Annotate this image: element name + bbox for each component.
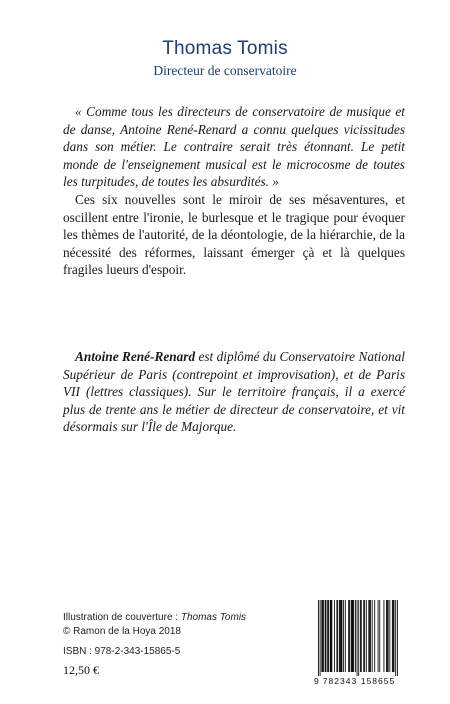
barcode-bar: [320, 600, 321, 676]
barcode-bar: [331, 600, 332, 672]
barcode: [310, 598, 402, 686]
author-bio-text: est diplômé du Conservatoire National Supérieur de Paris (contrepoint et improvisation), et de Paris VII (lettres classiques). Sur le territoire français, il a exercé plus de trente ans le métier de directeur de conservatoire, et vit désormais sur l'Île de Majorque.: [63, 349, 405, 435]
barcode-bar: [341, 600, 342, 672]
barcode-bar: [321, 600, 322, 672]
barcode-bar: [352, 600, 353, 672]
barcode-bar: [327, 600, 328, 672]
blurb-description: Ces six nouvelles sont le miroir de ses mésaventures, et oscillent entre l'ironie, le burlesque et le tragique pour évoquer les thèmes de l'autorité, de la déontologie, de la hiérarchie, de la nécessité des réformes, laissant émerger çà et là quelques fragiles lueurs d'espoir.: [63, 191, 405, 278]
barcode-bar: [322, 600, 323, 672]
barcode-bar: [361, 600, 362, 672]
back-cover-blurb: [63, 103, 405, 279]
barcode-bar: [363, 600, 364, 672]
barcode-bar: [357, 600, 358, 676]
barcode-bar: [340, 600, 341, 672]
barcode-bar: [331, 600, 332, 672]
author-bio: [63, 348, 405, 436]
barcode-bar: [345, 600, 346, 672]
barcode-group-right: 158655: [360, 676, 396, 686]
barcode-bar: [393, 600, 394, 672]
barcode-bar: [389, 600, 390, 672]
barcode-bar: [339, 600, 340, 672]
barcode-bar: [360, 600, 361, 672]
barcode-bar: [325, 600, 326, 672]
barcode-bar: [353, 600, 354, 672]
barcode-bar: [352, 600, 353, 672]
illustration-label: Illustration de couverture :: [63, 612, 181, 623]
barcode-bar: [351, 600, 352, 672]
illustration-artist: Thomas Tomis: [180, 612, 247, 623]
barcode-bar: [394, 600, 395, 672]
barcode-bar: [330, 600, 331, 672]
barcode-bar: [349, 600, 350, 672]
barcode-bar: [343, 600, 344, 672]
barcode-bar: [355, 600, 356, 672]
author-name: Antoine René-Renard: [75, 349, 196, 364]
barcode-bar: [386, 600, 387, 672]
copyright-line: © Ramon de la Hoya 2018: [63, 625, 181, 637]
barcode-bar: [342, 600, 343, 672]
barcode-bar: [370, 600, 371, 672]
illustration-credit: [63, 611, 246, 625]
barcode-bar: [392, 600, 393, 672]
isbn: ISBN : 978-2-343-15865-5: [63, 646, 181, 657]
barcode-bar: [337, 600, 338, 672]
barcode-bar: [366, 600, 367, 672]
book-title: Thomas Tomis: [162, 38, 288, 59]
barcode-bar: [397, 600, 398, 676]
barcode-bar: [384, 600, 385, 672]
book-subtitle: Directeur de conservatoire: [153, 63, 297, 78]
barcode-bar: [358, 600, 359, 676]
barcode-group-left: 782343: [322, 676, 358, 686]
blurb-quote: « Comme tous les directeurs de conservatoire de musique et de danse, Antoine René-Renard a connu quelques vicissitudes dans son métier. Le contraire serait très étonnant. Le petit monde de l'enseignement musical est le microcosme de toutes les turpitudes, de toutes les absurdités. »: [63, 104, 405, 190]
cover-credits: [63, 611, 246, 638]
barcode-bar: [318, 600, 319, 676]
barcode-bar: [372, 600, 373, 672]
barcode-bar: [348, 600, 349, 672]
barcode-bar: [395, 600, 396, 676]
price: 12,50 €: [63, 663, 99, 677]
barcode-bar: [334, 600, 335, 672]
barcode-bar: [323, 600, 324, 672]
barcode-bar: [374, 600, 375, 672]
barcode-bar: [336, 600, 337, 672]
barcode-bar: [368, 600, 369, 672]
author-bio-paragraph: [63, 348, 405, 436]
barcode-bar: [369, 600, 370, 672]
barcode-bar: [388, 600, 389, 672]
barcode-bar: [379, 600, 380, 672]
barcode-bar: [328, 600, 329, 672]
barcode-bar: [364, 600, 365, 672]
barcode-bar: [387, 600, 388, 672]
barcode-bar: [326, 600, 327, 672]
barcode-bar: [378, 600, 379, 672]
barcode-lead-digit: 9: [314, 676, 319, 686]
